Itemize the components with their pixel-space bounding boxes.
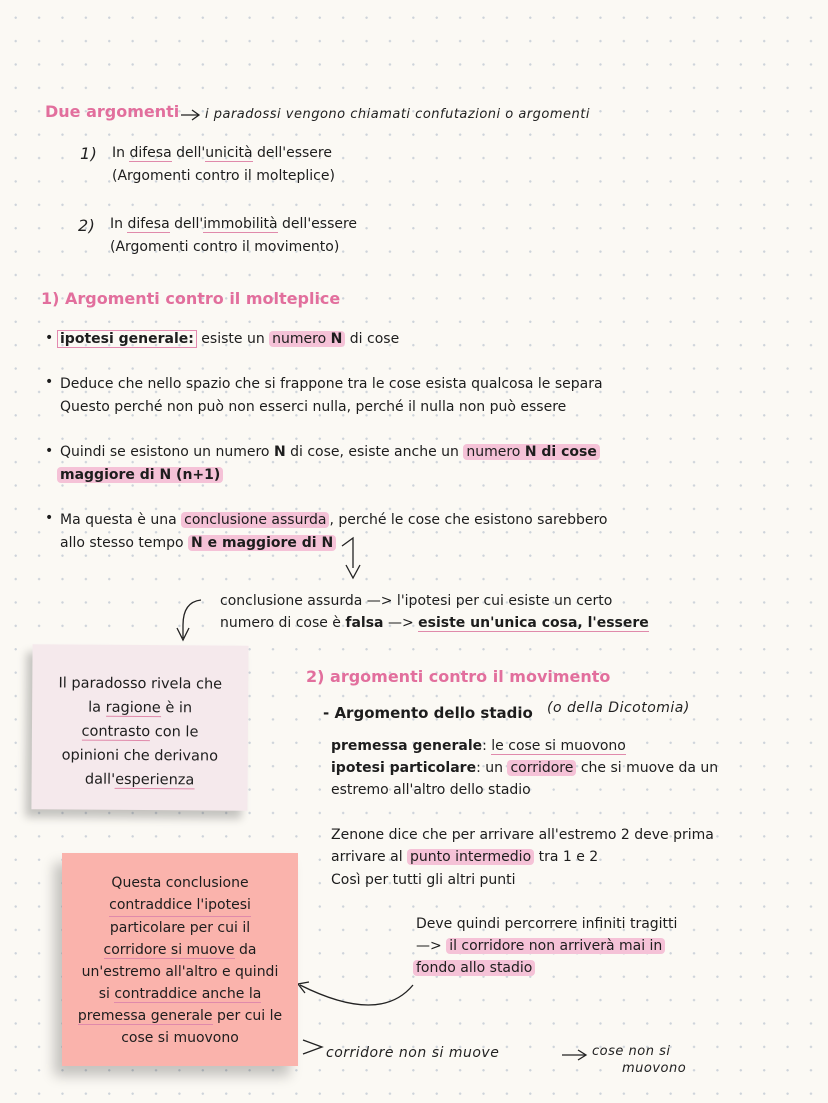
footer-arrow-icon: [303, 1040, 322, 1054]
down-arrow-icon: [342, 538, 360, 578]
intro-item-1: In difesa dell'unicità dell'essere: [112, 145, 332, 161]
bullet-2-line2: Questo perché non può non esserci nulla, perché il nulla non può essere: [60, 399, 567, 415]
bullet-3-line2: maggiore di N (n+1): [57, 464, 223, 487]
footer-note-2: cose non si: [592, 1044, 671, 1059]
footer-note-1: corridore non si muove: [326, 1045, 500, 1061]
deve-line3: fondo allo stadio: [413, 957, 535, 980]
deve-line1: Deve quindi percorrere infiniti tragitti: [416, 916, 678, 932]
conclusion-line1: conclusione assurda —> l'ipotesi per cui esiste un certo: [220, 593, 613, 609]
zenone-line3: Così per tutti gli altri punti: [331, 872, 516, 888]
heading-note: i paradossi vengono chiamati confutazioni o argomenti: [205, 107, 590, 122]
section2-title: 2) argomenti contro il movimento: [306, 667, 611, 686]
bullet-dot: •: [45, 330, 54, 346]
section2-subtitle: - Argomento dello stadio: [323, 704, 533, 722]
sticky-note-paradox: [31, 644, 248, 811]
intro-item-1-sub: (Argomenti contro il molteplice): [112, 168, 335, 184]
bullet-2-line1: Deduce che nello spazio che si frappone tra le cose esista qualcosa le separa: [60, 376, 603, 392]
section1-title: 1) Argomenti contro il molteplice: [41, 289, 341, 308]
section2-subtitle-note: (o della Dicotomia): [547, 700, 690, 716]
sticky1-text: Il paradosso rivela che la ragione è in contrasto con le opinioni che derivano dall'esperienza: [58, 675, 223, 789]
page-heading: Due argomenti: [45, 102, 180, 121]
intro-number-1: 1): [80, 144, 98, 163]
hypothesis-line1: ipotesi particolare: un corridore che si muove da un: [331, 760, 719, 776]
bullet-dot: •: [45, 374, 54, 390]
bullet-dot: •: [45, 510, 54, 526]
bullet-4-line1: Ma questa è una conclusione assurda , perché le cose che esistono sarebbero: [60, 512, 608, 528]
premise-line: premessa generale: le cose si muovono: [331, 738, 626, 754]
bullet-3-line1: Quindi se esistono un numero N di cose, esiste anche un numero N di cose: [60, 441, 600, 464]
hypothesis-line2: estremo all'altro dello stadio: [331, 782, 531, 798]
footer-note-3: muovono: [622, 1061, 687, 1076]
intro-item-2: In difesa dell'immobilità dell'essere: [110, 216, 358, 232]
sticky-note-conclusion: [62, 853, 298, 1066]
sticky2-text: Questa conclusione contraddice l'ipotesi particolare per cui il corridore si muove da un'estremo all'altro e quindi si contraddice anche la premessa generale per cui le cose si muovono: [77, 875, 283, 1046]
conclusion-line2: numero di cose è falsa —> esiste un'unica cosa, l'essere: [220, 615, 649, 631]
hook-arrow-icon: [177, 600, 201, 640]
footer-arrow2-icon: [562, 1050, 586, 1060]
intro-item-2-sub: (Argomenti contro il movimento): [110, 239, 340, 255]
bullet-4-line2: allo stesso tempo N e maggiore di N: [60, 532, 336, 555]
zenone-line1: Zenone dice che per arrivare all'estremo 2 deve prima: [331, 827, 714, 843]
deve-line2: —> il corridore non arriverà mai in: [416, 935, 665, 958]
curved-arrow-icon: [298, 982, 413, 1005]
heading-arrow-icon: [181, 110, 199, 120]
bullet-dot: •: [45, 443, 54, 459]
zenone-line2: arrivare al punto intermedio tra 1 e 2: [331, 849, 599, 865]
intro-number-2: 2): [78, 216, 96, 235]
bullet-1: ipotesi generale: esiste un numero N di cose: [57, 328, 399, 351]
